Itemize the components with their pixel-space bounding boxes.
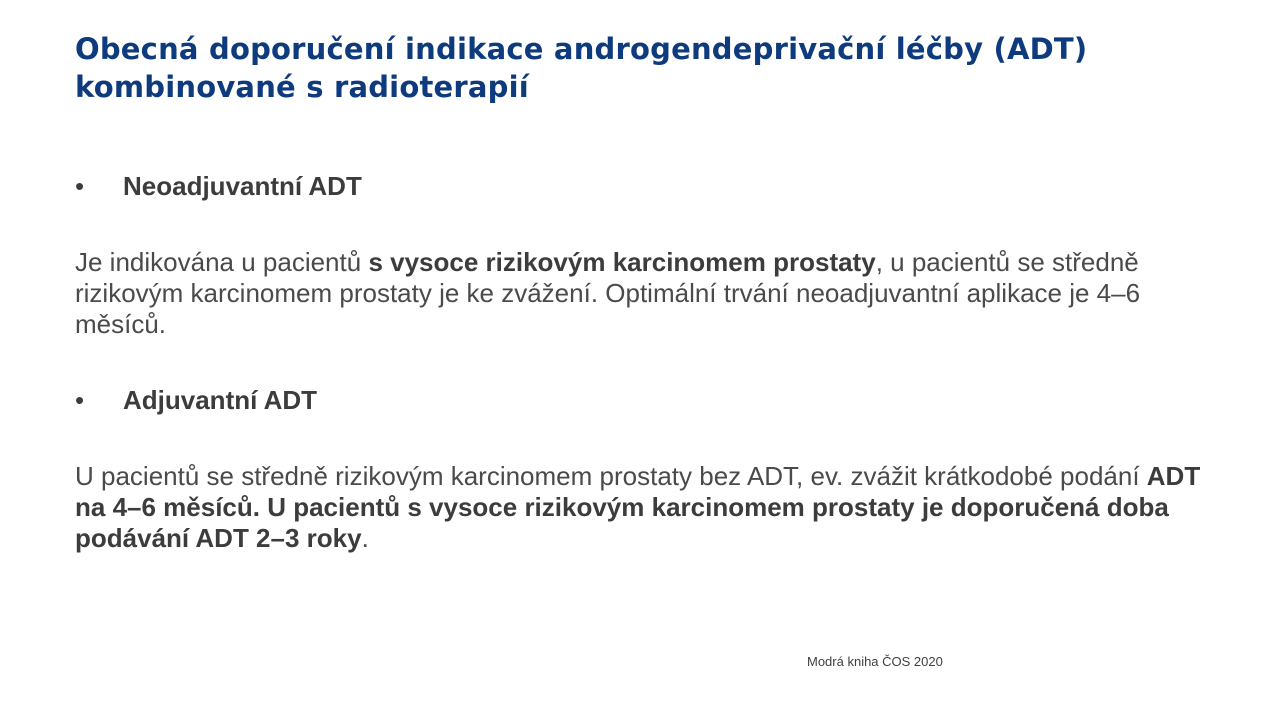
paragraph-text: , u pacientů se středně rizikovým karcinomem prostaty je ke zvážení. Optimální trvání neoadjuvantní aplikace je 4–6 měsíců. <box>75 247 1141 339</box>
paragraph-bold-text: ADT na 4–6 měsíců. U pacientů s vysoce rizikovým karcinomem prostaty je doporučená doba podávání ADT 2–3 roky <box>75 461 1201 553</box>
paragraph-adjuvant <box>75 461 1205 554</box>
slide-title: Obecná doporučení indikace androgendeprivační léčby (ADT) kombinované s radioterapií <box>75 32 1088 104</box>
bullet-heading-adjuvant: Adjuvantní ADT <box>123 385 318 415</box>
paragraph-text: Je indikována u pacientů <box>75 247 369 277</box>
bullet-icon: • <box>75 385 85 415</box>
paragraph-text: . <box>361 523 369 553</box>
paragraph-text: U pacientů se středně rizikovým karcinomem prostaty bez ADT, ev. zvážit krátkodobé podání <box>75 461 1147 491</box>
paragraph-bold-text: s vysoce rizikovým karcinomem prostaty <box>368 247 876 277</box>
bullet-heading-neoadjuvant: Neoadjuvantní ADT <box>123 171 362 201</box>
paragraph-neoadjuvant <box>75 247 1205 340</box>
bullet-icon: • <box>75 171 85 201</box>
source-citation: Modrá kniha ČOS 2020 <box>807 654 943 669</box>
